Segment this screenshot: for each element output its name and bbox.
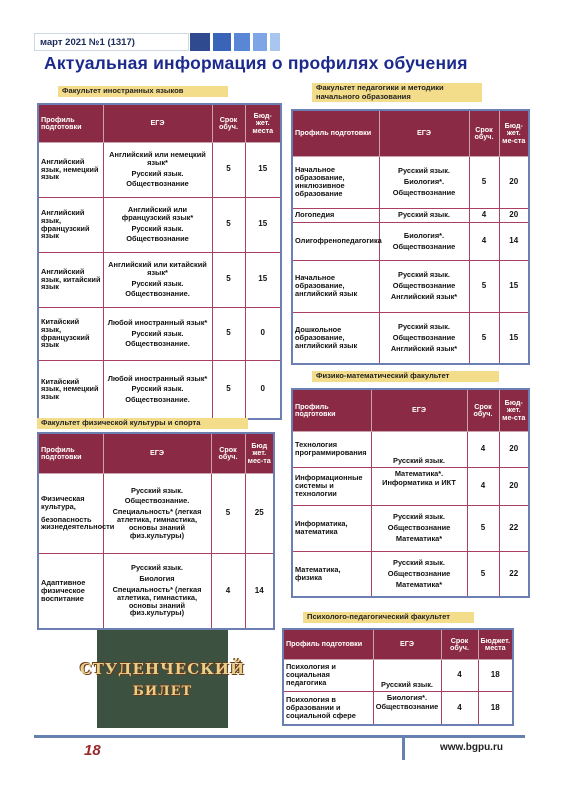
ege-cell: Русский язык. — [379, 208, 469, 222]
col-budget: Бюджет. места — [478, 629, 513, 659]
table-physical-culture — [37, 432, 275, 630]
term-cell: 5 — [467, 551, 499, 597]
term-cell: 5 — [212, 142, 245, 197]
term-cell: 5 — [467, 505, 499, 551]
col-term: Срок обуч. — [212, 104, 245, 142]
term-cell: 5 — [469, 156, 499, 208]
col-profile: Профиль подготовки — [292, 389, 371, 431]
term-cell: 5 — [211, 473, 245, 553]
col-profile: Профиль подготовки — [283, 629, 373, 659]
col-budget: Бюд-жет. ме-ста — [499, 389, 529, 431]
table-psychology — [282, 628, 514, 726]
section-math: Физико-математический факультет — [312, 371, 499, 382]
table-row — [292, 260, 529, 312]
profile-cell: Английский язык, немецкий язык — [38, 142, 103, 197]
budget-cell: 15 — [499, 312, 529, 364]
ege-cell: Русский язык. Обществознание Английский язык* — [379, 260, 469, 312]
col-budget: Бюд-жет. места — [245, 104, 281, 142]
budget-cell: 0 — [245, 307, 281, 360]
profile-cell: Информационные системы и технологии — [292, 467, 371, 505]
table-row — [292, 222, 529, 260]
ege-cell: Английский или немецкий язык* Русский язык. Обществознание — [103, 142, 212, 197]
table-math — [291, 388, 530, 598]
budget-cell: 22 — [499, 551, 529, 597]
col-ege: ЕГЭ — [103, 104, 212, 142]
profile-cell: Олигофренопедагогика — [292, 222, 379, 260]
budget-cell: 0 — [245, 360, 281, 419]
term-cell: 4 — [441, 691, 478, 725]
table-row — [292, 505, 529, 551]
ege-cell: Любой иностранный язык* Русский язык. Обществознание. — [103, 360, 212, 419]
profile-cell: Математика, физика — [292, 551, 371, 597]
col-ege: ЕГЭ — [103, 433, 211, 473]
table-row — [38, 473, 274, 553]
profile-cell: Китайский язык, немецкий язык — [38, 360, 103, 419]
footer-vertical-divider — [402, 738, 405, 760]
ege-cell: Биология*. Обществознание — [373, 691, 441, 725]
table-row — [38, 360, 281, 419]
col-term: Срок обуч. — [469, 110, 499, 156]
term-cell: 5 — [212, 360, 245, 419]
term-cell: 4 — [441, 659, 478, 691]
table-row — [292, 312, 529, 364]
col-term: Срок обуч. — [467, 389, 499, 431]
term-cell: 4 — [467, 467, 499, 505]
profile-cell: Технология программирования — [292, 431, 371, 467]
profile-cell: Английский язык, французский язык — [38, 197, 103, 252]
profile-cell: Начальное образование, английский язык — [292, 260, 379, 312]
ege-cell: Русский язык. Обществознание Математика* — [371, 551, 467, 597]
budget-cell: 18 — [478, 659, 513, 691]
ege-cell: Биология*. Обществознание — [379, 222, 469, 260]
issue-label: март 2021 №1 (1317) — [34, 33, 189, 51]
table-pedagogy — [291, 109, 530, 365]
budget-cell: 22 — [499, 505, 529, 551]
budget-cell: 15 — [245, 252, 281, 307]
col-term: Срок обуч. — [211, 433, 245, 473]
table-row — [292, 467, 529, 505]
ege-cell: Любой иностранный язык* Русский язык. Обществознание. — [103, 307, 212, 360]
section-foreign-languages: Факультет иностранных языков — [58, 86, 228, 97]
ticket-line-1: СТУДЕНЧЕСКИЙ — [79, 659, 246, 678]
table-row — [38, 307, 281, 360]
section-psychology: Психолого-педагогический факультет — [303, 612, 474, 623]
table-row — [292, 208, 529, 222]
profile-cell: Психология в образовании и социальной сфере — [283, 691, 373, 725]
budget-cell: 25 — [245, 473, 274, 553]
col-ege: ЕГЭ — [373, 629, 441, 659]
profile-cell: Дошкольное образование, английский язык — [292, 312, 379, 364]
budget-cell: 20 — [499, 208, 529, 222]
ege-cell: Английский или французский язык* Русский язык. Обществознание — [103, 197, 212, 252]
budget-cell: 14 — [245, 553, 274, 629]
col-ege: ЕГЭ — [371, 389, 467, 431]
profile-cell: Логопедия — [292, 208, 379, 222]
term-cell: 5 — [212, 197, 245, 252]
budget-cell: 20 — [499, 156, 529, 208]
profile-cell: Информатика, математика — [292, 505, 371, 551]
table-row — [292, 551, 529, 597]
table-row — [292, 431, 529, 467]
ege-cell: Русский язык. Обществознание Математика* — [371, 505, 467, 551]
budget-cell: 15 — [245, 142, 281, 197]
budget-cell: 20 — [499, 431, 529, 467]
table-row — [292, 156, 529, 208]
profile-cell: Адаптивное физическое воспитание — [38, 553, 103, 629]
section-physical-culture: Факультет физической культуры и спорта — [37, 418, 248, 429]
ege-cell: Русский язык. Обществознание. Специальность* (легкая атлетика, гимнастика, основы знаний физ.культуры) — [103, 473, 211, 553]
table-row — [38, 142, 281, 197]
header-color-bars — [190, 33, 280, 51]
ege-cell: Русский язык. Обществознание Английский язык* — [379, 312, 469, 364]
ege-cell: Русский язык. Биология*. Обществознание — [379, 156, 469, 208]
ticket-line-2: БИЛЕТ — [132, 683, 193, 699]
profile-cell: Начальное образование, инклюзивное образование — [292, 156, 379, 208]
table-foreign-languages — [37, 103, 282, 420]
table-row — [38, 252, 281, 307]
profile-cell: Психология и социальная педагогика — [283, 659, 373, 691]
page-number: 18 — [84, 742, 101, 759]
term-cell: 4 — [467, 431, 499, 467]
profile-cell: Физическая культура, безопасность жизнедеятельности — [38, 473, 103, 553]
profile-cell: Китайский язык, французский язык — [38, 307, 103, 360]
ege-cell: Английский или китайский язык* Русский язык. Обществознание. — [103, 252, 212, 307]
table-row — [38, 553, 274, 629]
term-cell: 4 — [211, 553, 245, 629]
term-cell: 5 — [212, 252, 245, 307]
ege-cell: Русский язык. Биология Специальность* (легкая атлетика, гимнастика, основы знаний физ.культуры) — [103, 553, 211, 629]
footer-divider — [34, 735, 525, 738]
section-pedagogy: Факультет педагогики и методики начального образования — [312, 83, 482, 102]
budget-cell: 15 — [245, 197, 281, 252]
page-title: Актуальная информация о профилях обучения — [44, 53, 468, 73]
budget-cell: 15 — [499, 260, 529, 312]
ege-cell: Математика*. Информатика и ИКТ — [371, 467, 467, 505]
student-ticket-image — [79, 630, 246, 728]
term-cell: 4 — [469, 208, 499, 222]
col-profile: Профиль подготовки — [38, 104, 103, 142]
col-profile: Профиль подготовки — [292, 110, 379, 156]
budget-cell: 20 — [499, 467, 529, 505]
table-row — [38, 197, 281, 252]
col-budget: Бюд-жет. ме-ста — [499, 110, 529, 156]
term-cell: 5 — [469, 312, 499, 364]
ege-cell: Русский язык. — [371, 431, 467, 467]
site-url: www.bgpu.ru — [440, 742, 503, 753]
col-term: Срок обуч. — [441, 629, 478, 659]
col-budget: Бюд жет. мес-та — [245, 433, 274, 473]
profile-cell: Английский язык, китайский язык — [38, 252, 103, 307]
ege-cell: Русский язык. — [373, 659, 441, 691]
table-row — [283, 691, 513, 725]
term-cell: 4 — [469, 222, 499, 260]
table-row — [283, 659, 513, 691]
term-cell: 5 — [212, 307, 245, 360]
col-profile: Профиль подготовки — [38, 433, 103, 473]
col-ege: ЕГЭ — [379, 110, 469, 156]
budget-cell: 14 — [499, 222, 529, 260]
budget-cell: 18 — [478, 691, 513, 725]
term-cell: 5 — [469, 260, 499, 312]
